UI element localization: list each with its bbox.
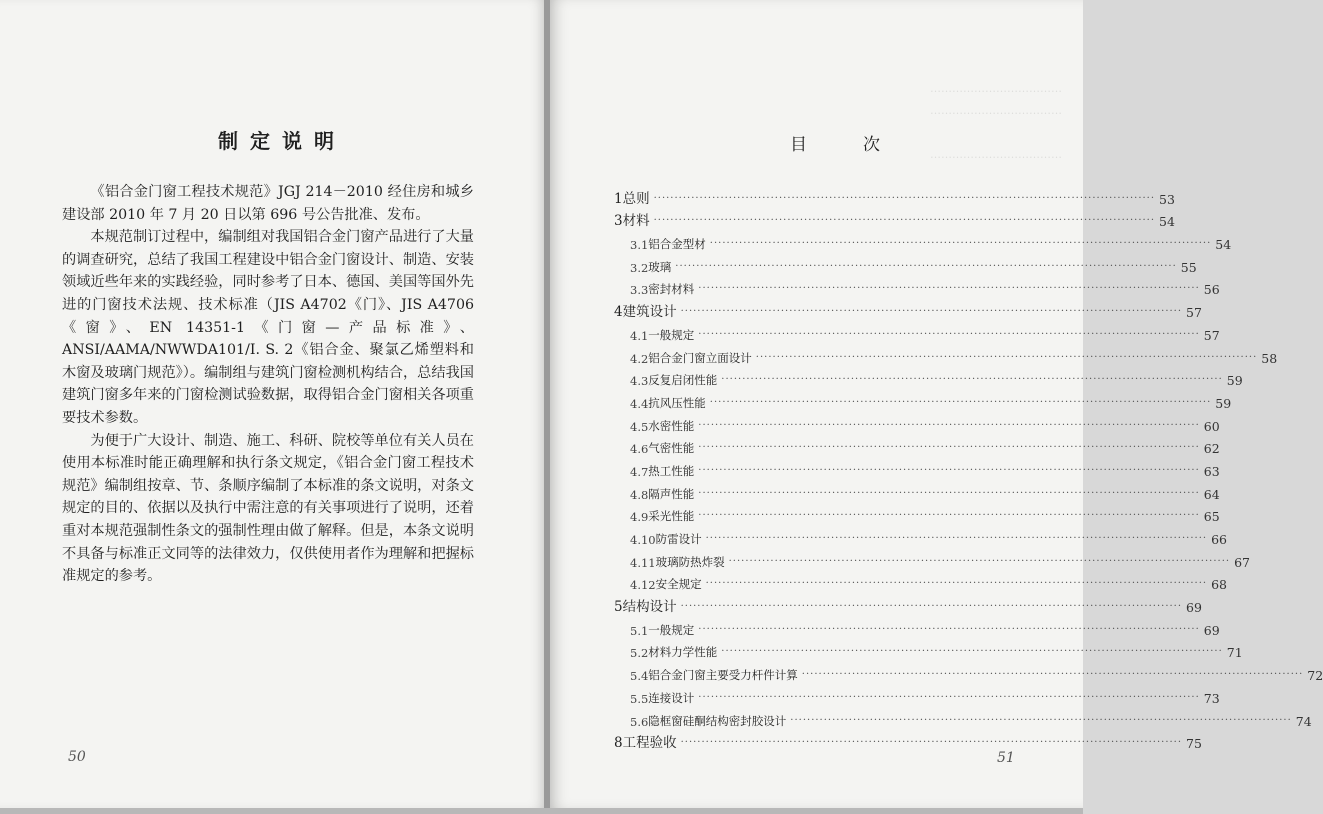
toc-entry-page: 62 — [1203, 441, 1220, 457]
toc-entry-page: 54 — [1215, 237, 1232, 253]
toc-entry-label: 材料 — [622, 213, 650, 230]
toc-entry — [610, 638, 1243, 661]
scan-bottom-edge — [0, 808, 1083, 814]
toc-entry — [610, 456, 1220, 479]
toc-entry — [610, 184, 1175, 207]
toc-entry-number: 4.1 — [630, 328, 649, 343]
toc-entry-label: 工程验收 — [622, 735, 677, 752]
paragraph: 《铝合金门窗工程技术规范》JGJ 214－2010 经住房和城乡建设部 2010 年 7 月 20 日以第 696 号公告批准、发布。 — [62, 184, 474, 223]
toc-entry-number: 4.5 — [630, 419, 649, 434]
dot-leader: ························································································································ — [721, 374, 1223, 386]
toc-entry-page: 57 — [1186, 305, 1202, 321]
toc-entry-number: 5.1 — [630, 623, 649, 638]
dot-leader: ························································································································ — [698, 487, 1200, 499]
toc-entry-page: 58 — [1261, 350, 1278, 366]
toc-entry-number: 3.3 — [630, 283, 649, 298]
toc-entry-label: 热工性能 — [648, 463, 695, 478]
page-number: 50 — [68, 749, 86, 765]
dot-leader: ························································································································ — [698, 442, 1200, 454]
toc-entry-number: 4.8 — [630, 487, 649, 502]
toc-entry — [610, 683, 1220, 706]
dot-leader: ························································································································ — [755, 351, 1258, 363]
toc-entry-label: 建筑设计 — [622, 304, 677, 321]
toc-entry-label: 隔声性能 — [648, 486, 695, 501]
toc-entry-label: 密封材料 — [648, 282, 695, 297]
toc-title — [790, 130, 880, 155]
toc-entry-page: 75 — [1186, 736, 1202, 752]
toc-entry — [610, 570, 1227, 593]
toc-entry-label: 铝合金门窗立面设计 — [648, 350, 752, 365]
page-title: 制定说明 — [218, 129, 346, 153]
dot-leader: ························································································································ — [698, 328, 1200, 340]
toc-entry — [610, 411, 1220, 434]
toc-entry-number: 5 — [614, 599, 623, 616]
dot-leader: ························································································································ — [728, 555, 1231, 567]
toc-entry-page: 54 — [1159, 214, 1175, 230]
toc-entry — [610, 729, 1202, 752]
dot-leader: ························································································································ — [653, 215, 1156, 227]
dot-leader: ························································································································ — [698, 419, 1200, 431]
toc-entry — [610, 434, 1220, 457]
toc-entry-page: 73 — [1203, 690, 1220, 706]
dot-leader: ························································································································ — [705, 578, 1208, 590]
toc-entry-page: 59 — [1215, 395, 1232, 411]
toc-entry — [610, 547, 1250, 570]
dot-leader: ························································································································ — [709, 238, 1212, 250]
dot-leader: ························································································································ — [709, 396, 1212, 408]
toc-entry — [610, 706, 1312, 729]
dot-leader: ························································································································ — [680, 306, 1183, 318]
toc-entry-label: 气密性能 — [648, 441, 695, 456]
toc-entry — [610, 615, 1220, 638]
toc-entry-page: 63 — [1203, 463, 1220, 479]
paragraph: 为便于广大设计、制造、施工、科研、院校等单位有关人员在使用本标准时能正确理解和执行条文规定，《铝合金门窗工程技术规范》编制组按章、节、条顺序编制了本标准的条文说明，对条文规定的目的、依据以及执行中需注意的有关事项进行了说明，还着重对本规范强制性条文的强制性理由做了解释。但是，本条文说明不具备与标准正文同等的法律效力，仅供使用者作为理解和把握标准规定的参考。 — [62, 432, 474, 585]
toc-entry — [610, 343, 1278, 366]
toc-entry-number: 4.12 — [630, 578, 656, 593]
toc-entry — [610, 207, 1175, 230]
toc-entry-number: 4.2 — [630, 351, 649, 366]
toc-entry-label: 一般规定 — [648, 327, 695, 342]
toc-entry — [610, 252, 1197, 275]
toc-entry-number: 5.2 — [630, 646, 649, 661]
paragraph: 本规范制订过程中，编制组对我国铝合金门窗产品进行了大量的调查研究，总结了我国工程建设中铝合金门窗设计、制造、安装领域近些年来的实践经验，同时参考了日本、德国、美国等国外先进的门窗技术法规、技术标准（JIS A4702《门》、JIS A4706《窗》、EN 14351-1《门窗—产品标准》、ANSI/AAMA/NWWDA101/I. S. 2《铝合金、聚氯乙烯塑料和木窗及玻璃门规范》）。编制组与建筑门窗检测机构结合，总结我国建筑门窗多年来的门窗检测试验数据，取得铝合金门窗相关各项重要技术参数。 — [62, 229, 474, 426]
toc-entry-page: 67 — [1234, 554, 1250, 570]
toc-entry-page: 69 — [1186, 600, 1202, 616]
toc-entry — [610, 660, 1323, 684]
toc-entry-label: 水密性能 — [648, 418, 695, 433]
toc-entry-page: 68 — [1211, 577, 1227, 593]
toc-entry — [610, 229, 1232, 253]
toc-entry-page: 65 — [1203, 509, 1220, 525]
toc-entry-label: 结构设计 — [622, 599, 677, 616]
toc-entry — [610, 320, 1220, 343]
toc-entry — [610, 524, 1227, 547]
bleed-through-text: ……………………………… — [930, 104, 1062, 117]
toc-entry-page: 66 — [1211, 532, 1227, 547]
dot-leader: ························································································································ — [790, 714, 1292, 726]
toc-entry-label: 铝合金门窗主要受力杆件计算 — [648, 668, 798, 683]
toc-entry-label: 连接设计 — [648, 690, 695, 705]
bleed-through-text: ……………………………… — [930, 148, 1062, 161]
toc-entry-label: 采光性能 — [648, 509, 695, 524]
toc-entry-label: 抗风压性能 — [648, 395, 706, 410]
toc-entry-number: 1 — [614, 190, 623, 207]
dot-leader: ························································································································ — [698, 623, 1200, 635]
toc-entry-label: 一般规定 — [648, 622, 695, 637]
toc-entry — [610, 502, 1220, 525]
toc-entry-label: 玻璃 — [648, 259, 672, 274]
explanation-body — [62, 181, 474, 588]
dot-leader: ························································································································ — [698, 283, 1200, 295]
toc-entry-number: 4.11 — [630, 555, 656, 570]
dot-leader: ························································································································ — [680, 601, 1183, 613]
dot-leader: ························································································································ — [705, 533, 1208, 544]
toc-entry-label: 铝合金型材 — [648, 237, 706, 252]
toc-entry-page: 72 — [1307, 668, 1323, 684]
toc-entry-page: 55 — [1180, 259, 1197, 275]
toc-entry-number: 4.4 — [630, 396, 649, 411]
toc-entry-number: 4 — [614, 304, 623, 321]
toc-entry-page: 59 — [1226, 373, 1243, 389]
dot-leader: ························································································································ — [801, 669, 1304, 681]
toc-entry-label: 玻璃防热炸裂 — [655, 554, 725, 569]
toc-entry-number: 4.9 — [630, 510, 649, 525]
dot-leader: ························································································································ — [698, 691, 1200, 703]
dot-leader: ························································································································ — [680, 737, 1183, 749]
toc-entry — [610, 592, 1202, 616]
table-of-contents — [610, 184, 1323, 752]
toc-entry-page: 53 — [1159, 191, 1175, 207]
toc-entry-number: 8 — [614, 735, 623, 752]
toc-entry-number: 3 — [614, 213, 623, 230]
toc-entry-number: 5.6 — [630, 714, 649, 729]
toc-entry-number: 4.3 — [630, 374, 649, 389]
toc-entry-number: 4.10 — [630, 533, 656, 547]
toc-entry-number: 5.5 — [630, 691, 649, 706]
dot-leader: ························································································································ — [653, 192, 1156, 204]
toc-entry-label: 隐框窗硅酮结构密封胶设计 — [648, 713, 787, 728]
toc-title-char: 次 — [863, 135, 880, 155]
toc-title-char: 目 — [790, 135, 807, 155]
dot-leader: ························································································································ — [721, 646, 1223, 658]
toc-entry — [610, 366, 1243, 389]
toc-entry-number: 4.7 — [630, 464, 649, 479]
toc-entry-page: 56 — [1203, 282, 1220, 298]
toc-entry-label: 安全规定 — [655, 577, 702, 592]
toc-entry-number: 3.1 — [630, 238, 649, 253]
toc-entry-label: 材料力学性能 — [648, 645, 718, 660]
dot-leader: ························································································································ — [698, 510, 1200, 522]
toc-entry-number: 5.4 — [630, 669, 649, 684]
bleed-through-text: ……………………………… — [930, 82, 1062, 95]
toc-entry-page: 74 — [1295, 713, 1312, 729]
toc-entry — [610, 297, 1202, 321]
toc-entry-page: 71 — [1226, 645, 1243, 661]
page-number: 51 — [997, 750, 1015, 766]
toc-entry-page: 64 — [1203, 486, 1220, 502]
toc-entry-label: 反复启闭性能 — [648, 373, 718, 388]
toc-entry-number: 3.2 — [630, 260, 649, 275]
toc-entry-page: 69 — [1203, 622, 1220, 638]
toc-entry — [610, 275, 1220, 298]
toc-entry-number: 4.6 — [630, 442, 649, 457]
toc-entry-page: 57 — [1203, 327, 1220, 343]
dot-leader: ························································································································ — [698, 464, 1200, 476]
toc-entry — [610, 479, 1220, 502]
dot-leader: ························································································································ — [675, 260, 1177, 272]
toc-entry — [610, 388, 1232, 411]
left-page — [0, 0, 544, 808]
toc-entry-label: 总则 — [622, 190, 650, 207]
toc-entry-page: 60 — [1203, 418, 1220, 434]
toc-entry-label: 防雷设计 — [655, 532, 702, 546]
